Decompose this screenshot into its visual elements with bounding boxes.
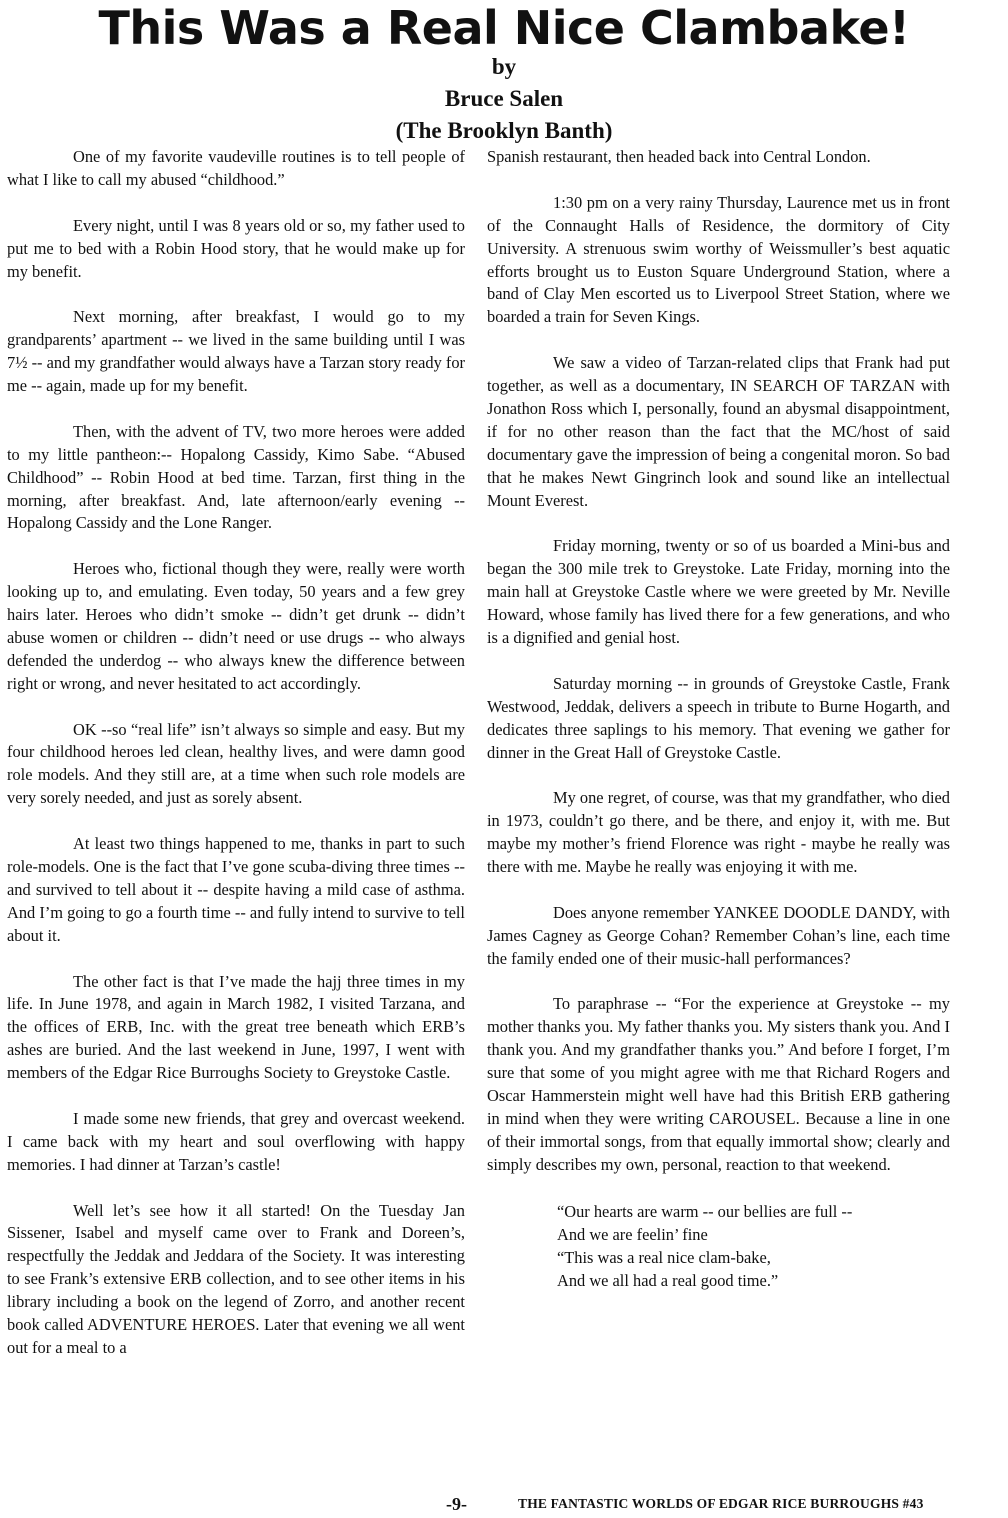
article-title: This Was a Real Nice Clambake! — [98, 1, 910, 55]
paragraph: 1:30 pm on a very rainy Thursday, Laurence met us in front of the Connaught Halls of Residence, the dormitory of City University. A strenuous swim worthy of Weissmuller’s best aquatic efforts brought us to Euston Square Underground Station, where a band of Clay Men escorted us to Liverpool Street Station, where we boarded a train for Seven Kings. — [487, 192, 950, 327]
page-number: -9- — [446, 1494, 467, 1514]
paragraph: Does anyone remember YANKEE DOODLE DANDY, with James Cagney as George Cohan? Remember Cohan’s line, each time the family ended one of their music-hall performances? — [487, 902, 950, 968]
paragraph: Well let’s see how it all started! On the Tuesday Jan Sissener, Isabel and myself came over to Frank and Doreen’s, respectfully the Jeddak and Jeddara of the Society. It was interesting to see Frank’s extensive ERB collection, and to see other items in his library including a book on the legend of Zorro, and another recent book called ADVENTURE HEROES. Later that evening we all went out for a meal to a — [7, 1200, 465, 1357]
paragraph: Every night, until I was 8 years old or so, my father used to put me to bed with a Robin Hood story, that he would make up for my benefit. — [7, 215, 465, 281]
byline-by: by — [491, 54, 517, 79]
verse-line: And we are feelin’ fine — [557, 1224, 708, 1244]
paragraph: Friday morning, twenty or so of us boarded a Mini-bus and began the 300 mile trek to Greystoke. Late Friday, morning into the main hall at Greystoke Castle where we were greeted by Mr. Neville Howard, whose family has lived there for a few generations, and who is a dignified and genial host. — [487, 536, 950, 647]
paragraph: Heroes who, fictional though they were, really were worth looking up to, and emulating. Even today, 50 years and a few grey hairs later. Heroes who didn’t smoke -- didn’t get drunk -- didn’t abuse women or children -- didn’t need or use drugs -- who always defended the underdog -- who always knew the difference between right or wrong, and never hesitated to act accordingly. — [7, 559, 465, 693]
journal-title: THE FANTASTIC WORLDS OF EDGAR RICE BURROUGHS #43 — [518, 1496, 924, 1511]
paragraph: One of my favorite vaudeville routines is to tell people of what I like to call my abused “childhood.” — [7, 147, 465, 189]
song-verse — [557, 1200, 950, 1292]
paragraph: At least two things happened to me, thanks in part to such role-models. One is the fact that I’ve gone scuba-diving three times -- and survived to tell about it -- despite having a mild case of asthma. And I’m going to go a fourth time -- and fully intend to survive to tell about it. — [7, 834, 465, 945]
paragraph: Saturday morning -- in grounds of Greystoke Castle, Frank Westwood, Jeddak, delivers a speech in tribute to Burne Hogarth, and dedicates three saplings to his memory. That evening we gather for dinner in the Great Hall of Greystoke Castle. — [487, 673, 950, 762]
paragraph-continuation: Spanish restaurant, then headed back into Central London. — [487, 147, 871, 166]
paragraph: To paraphrase -- “For the experience at Greystoke -- my mother thanks you. My father thanks you. My sisters thank you. And I thank you. And my grandfather thanks you.” And before I forget, I’m sure that some of you might agree with me that Richard Rogers and Oscar Hammerstein might well have had this British ERB gathering in mind when they were writing CAROUSEL. Because a line in one of their immortal songs, from that equally immortal show; clearly and simply describes my own, personal, reaction to that weekend. — [487, 994, 950, 1174]
right-column — [487, 146, 950, 1292]
paragraph: Then, with the advent of TV, two more heroes were added to my little pantheon:-- Hopalong Cassidy, Kimo Sabe. “Abused Childhood” -- Robin Hood at bed time. Tarzan, first thing in the morning, after breakfast. And, late afternoon/early evening -- Hopalong Cassidy and the Lone Ranger. — [7, 421, 465, 533]
author-name: Bruce Salen — [444, 86, 564, 111]
paragraph: OK --so “real life” isn’t always so simple and easy. But my four childhood heroes led clean, healthy lives, and were damn good role models. And they still are, at a time when such role models are very sorely needed, and just as sorely absent. — [7, 719, 465, 808]
paragraph: We saw a video of Tarzan-related clips that Frank had put together, as well as a documentary, IN SEARCH OF TARZAN with Jonathon Ross which I, personally, found an abysmal disappointment, if for no other reason than the fact that the MC/host of said documentary gave the impression of being a congenital moron. So bad that he makes Newt Gingrinch look and sound like an intellectual Mount Everest. — [487, 353, 950, 510]
verse-line: “Our hearts are warm -- our bellies are full -- — [557, 1201, 853, 1221]
verse-line: “This was a real nice clam-bake, — [557, 1247, 771, 1267]
left-column — [7, 146, 465, 1383]
paragraph: I made some new friends, that grey and overcast weekend. I came back with my heart and soul overflowing with happy memories. I had dinner at Tarzan’s castle! — [7, 1108, 465, 1174]
paragraph: My one regret, of course, was that my grandfather, who died in 1973, couldn’t go there, and be there, and enjoy it, with me. But maybe my mother’s friend Florence was right - maybe he really was there with me. Maybe he really was enjoying it with me. — [487, 788, 950, 877]
paragraph: The other fact is that I’ve made the hajj three times in my life. In June 1978, and again in March 1982, I visited Tarzana, and the offices of ERB, Inc. with the great tree beneath which ERB’s ashes are buried. And the last weekend in June, 1997, I went with members of the Edgar Rice Burroughs Society to Greystoke Castle. — [7, 971, 465, 1083]
paragraph: Next morning, after breakfast, I would go to my grandparents’ apartment -- we lived in the same building until I was 7½ -- and my grandfather would always have a Tarzan story ready for me -- again, made up for my benefit. — [7, 307, 465, 396]
author-alias: (The Brooklyn Banth) — [395, 118, 613, 143]
verse-line: And we all had a real good time.” — [557, 1270, 779, 1290]
